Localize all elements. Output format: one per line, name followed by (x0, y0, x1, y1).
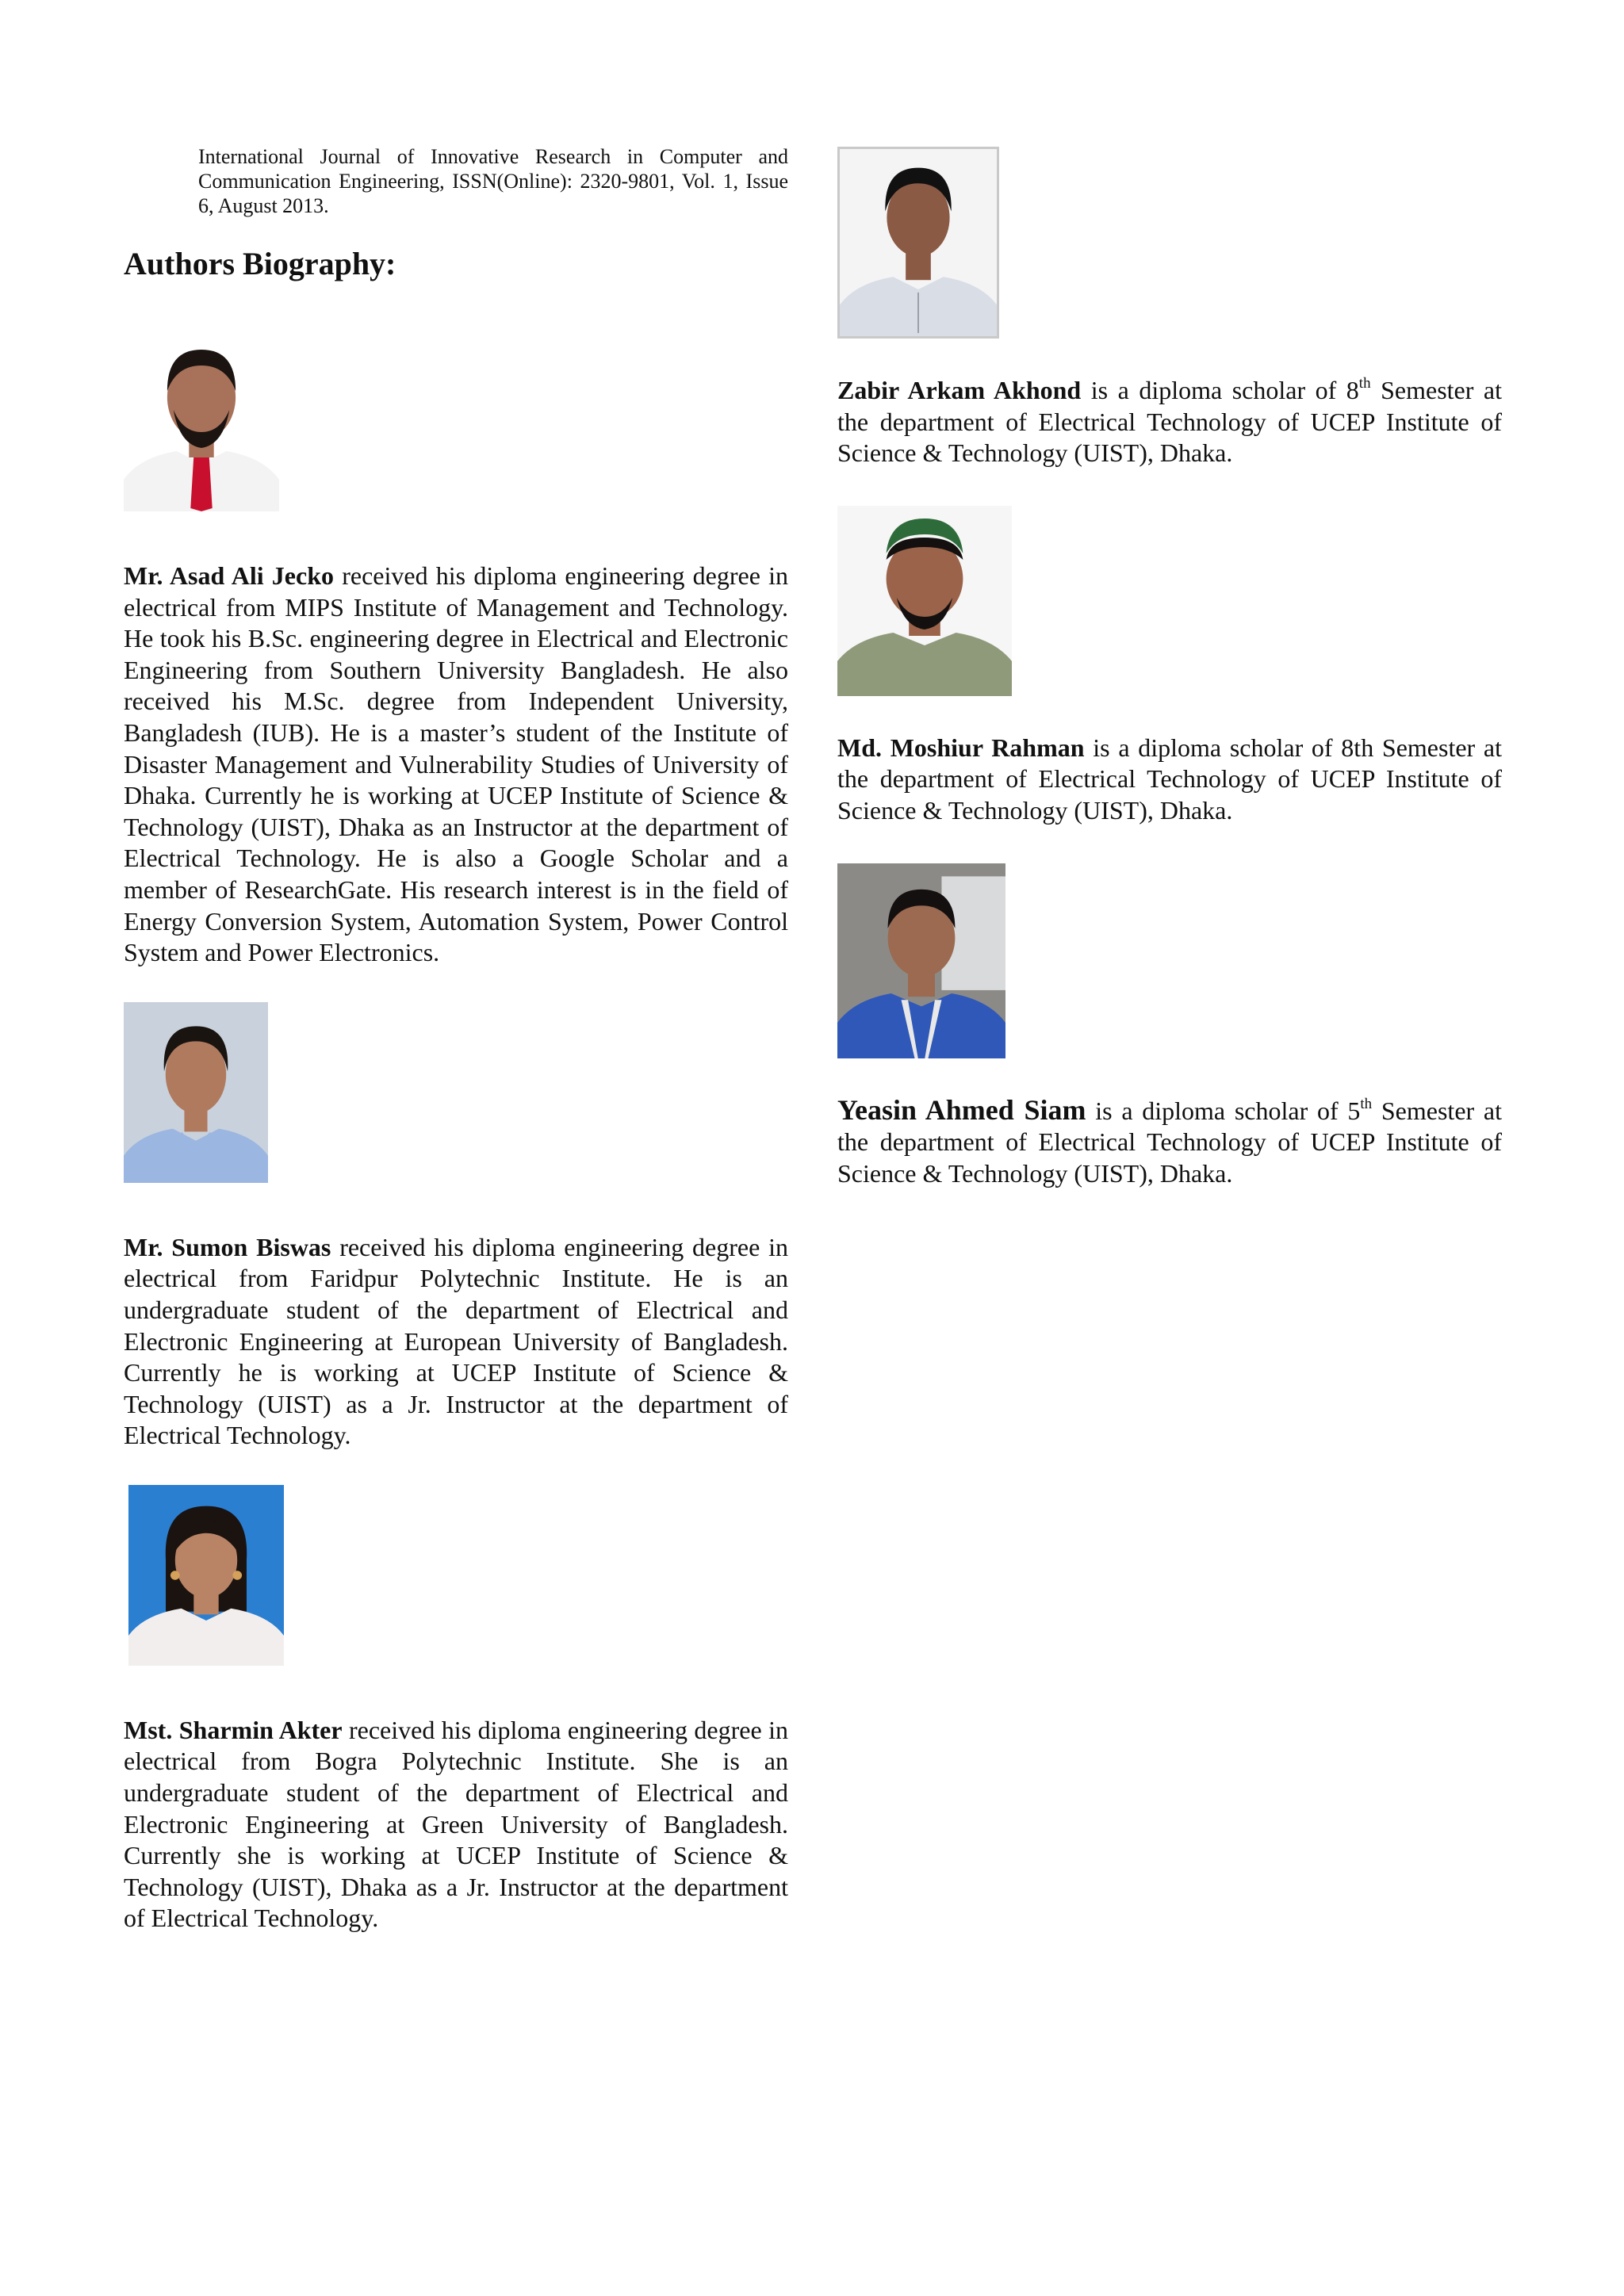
author-bio-paragraph (124, 561, 788, 969)
ordinal-suffix: th (1358, 375, 1371, 392)
author-bio-sharmin-akter (124, 1715, 788, 1934)
right-column (837, 144, 1502, 1189)
portrait-photo-icon (128, 1485, 284, 1666)
author-bio-moshiur-rahman (837, 733, 1502, 827)
author-bio-zabir-arkam-akhond (837, 375, 1502, 469)
author-photo-sumon-biswas (124, 1002, 268, 1183)
portrait-photo-icon (837, 506, 1012, 696)
author-photo-asad-ali-jecko (124, 321, 279, 511)
author-bio-asad-ali-jecko (124, 561, 788, 969)
left-column (124, 144, 788, 1934)
author-photo-yeasin-ahmed-siam (837, 863, 1005, 1058)
author-photo-moshiur-rahman (837, 506, 1012, 696)
author-bio-paragraph (837, 375, 1502, 469)
reference-entry: International Journal of Innovative Research in Computer and Communication Engineering, ISSN(Online): 2320-9801, Vol. 1, Issue 6, August 2013. (198, 145, 788, 217)
author-bio-text: received his diploma engineering degree in electrical from MIPS Institute of Management and Technology. He took his B.Sc. engineering degree in Electrical and Electronic Engineering from Southern University Bangladesh. He also received his M.Sc. degree from Independent University, Bangladesh (IUB). He is a master’s student of the Institute of Disaster Management and Vulnerability Studies of University of Dhaka. Currently he is working at UCEP Institute of Science & Technology (UIST), Dhaka as an Instructor at the department of Electrical Technology. He is also a Google Scholar and a member of ResearchGate. His research interest is in the field of Energy Conversion System, Automation System, Power Control System and Power Electronics. (124, 561, 788, 967)
author-bio-text: is a diploma scholar of 8 (1081, 376, 1359, 404)
section-heading: Authors Biography: (124, 246, 396, 281)
author-name: Md. Moshiur Rahman (837, 733, 1085, 762)
portrait-photo-icon (837, 863, 1005, 1058)
author-bio-sumon-biswas (124, 1232, 788, 1452)
author-bio-text: Semester at the department of Electrical Technology of UCEP Institute of Science & Technology (UIST), Dhaka. (837, 376, 1502, 468)
author-bio-paragraph (124, 1715, 788, 1934)
author-bio-text: Semester at the department of Electrical Technology of UCEP Institute of Science & Technology (UIST), Dhaka. (837, 1096, 1503, 1188)
portrait-photo-icon (124, 321, 279, 511)
author-name: Zabir Arkam Akhond (837, 376, 1082, 404)
author-photo-sharmin-akter (128, 1485, 284, 1666)
portrait-photo-icon (840, 149, 997, 336)
author-photo-zabir-arkam-akhond (837, 147, 999, 339)
author-bio-paragraph (837, 1095, 1502, 1190)
author-bio-text: received his diploma engineering degree in electrical from Faridpur Polytechnic Institute. He is an undergraduate student of the department of Electrical and Electronic Engineering at European University of Bangladesh. Currently he is working at UCEP Institute of Science & Technology (UIST) as a Jr. Instructor at the department of Electrical Technology. (124, 1232, 789, 1450)
author-bio-paragraph (837, 733, 1502, 827)
author-bio-text: is a diploma scholar of 8th Semester at the department of Electrical Technology of UCEP Institute of Science & Technology (UIST), Dhaka. (837, 733, 1502, 825)
author-bio-yeasin-ahmed-siam (837, 1095, 1502, 1190)
author-name: Yeasin Ahmed Siam (837, 1093, 1086, 1126)
author-name: Mr. Sumon Biswas (124, 1232, 331, 1261)
author-bio-text: is a diploma scholar of 5 (1086, 1096, 1361, 1125)
ordinal-suffix: th (1360, 1095, 1373, 1112)
author-name: Mst. Sharmin Akter (124, 1715, 343, 1744)
author-bio-paragraph (124, 1232, 788, 1452)
author-bio-text: received his diploma engineering degree in electrical from Bogra Polytechnic Institute. She is an undergraduate student of the department of Electrical and Electronic Engineering at Green University of Bangladesh. Currently she is working at UCEP Institute of Science & Technology (UIST), Dhaka as a Jr. Instructor at the department of Electrical Technology. (124, 1715, 788, 1933)
portrait-photo-icon (124, 1002, 268, 1183)
author-name: Mr. Asad Ali Jecko (124, 561, 334, 590)
